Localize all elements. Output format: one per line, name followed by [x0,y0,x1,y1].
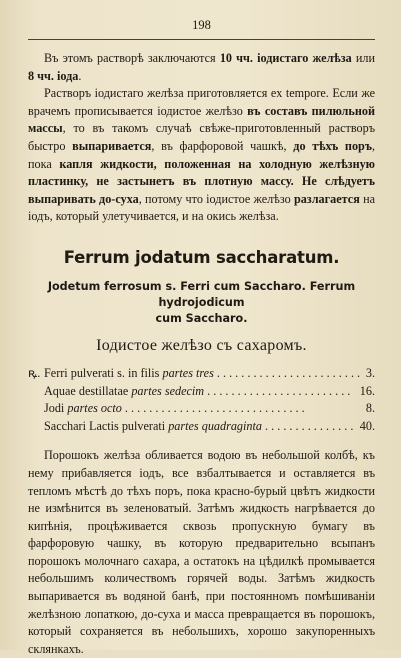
ingredient-quantity: 16. [359,383,375,398]
para2-bold-2: выпаривается [72,138,152,153]
recipe-row [28,400,375,418]
ingredient-quantity: 8. [365,401,375,416]
ingredient-name: Jodi [44,401,68,416]
recipe-ingredient [28,365,360,383]
ingredient-name: Aquae destillatae [44,383,132,398]
para2-text-2: , то въ такомъ случаѣ свѣже-приготовленный растворъ быстро [28,121,375,153]
para1-text-1: Въ этомъ растворѣ заключаются [44,51,220,65]
para2-text-3: , въ фарфоровой чашкѣ, [151,138,294,153]
recipe-ingredient [28,383,354,401]
leader-dots [214,366,360,380]
paragraph-method: Порошокъ желѣза обливается водою въ небольшой колбѣ, къ нему прибавляется іодъ, все взбалтывается и оставляется въ тепломъ мѣстѣ до тѣхъ поръ, пока красно-бурый цвѣтъ жидкости не измѣнится въ зеленоватый. Затѣмъ жидкость нагрѣвается до кипѣнія, процѣживается сквозь пропускную бумагу въ фарфоровую чашку, въ которую предварительно всыпанъ порошокъ молочнаго сахара, а остатокъ на цѣдилкѣ промывается небольшимъ количествомъ горячей воды. Затѣмъ жидкость выпаривается въ водяной банѣ, при постоянномъ помѣшиваніи желѣзною лопаткою, до-суха и масса превращается въ порошокъ, который сохраняется въ небольшихъ, хорошо закупоренныхъ склянкахъ. [28,448,375,656]
leader-dots [122,401,305,415]
ingredient-parts: partes tres [162,365,214,380]
recipe-symbol: ꝶ. [28,365,41,380]
page-number: 198 [192,18,211,32]
section-heading-latin: Ferrum jodatum saccharatum. [63,247,340,267]
recipe-ingredient [28,418,354,436]
synonyms-line-2: cum Sacchаro. [155,311,248,325]
para1-bold-1: 10 чч. іодистаго желѣза [219,51,352,65]
ingredient-parts: partes octo [67,401,122,416]
para2-bold-3: до тѣхъ поръ [293,138,372,153]
leader-dots [262,419,354,433]
para1-text-2: или [351,51,375,65]
para2-text-4: , пока [28,138,375,171]
recipe-ingredient [28,400,360,418]
ingredient-quantity: 40. [359,418,375,433]
paragraph-preparation [28,85,375,226]
section-spacer [28,226,375,248]
para2-bold-4: капля жидкости, положенная на холодную желѣзную пластинку, не застынетъ въ плотную массу. Не слѣдуетъ выпаривать до-суха [28,156,375,206]
ingredient-name: Sacchari Lactis pulverati [44,418,169,433]
section-synonyms [28,279,375,327]
para2-text-1: Растворъ іодистаго желѣза приготовляется ex tempore. Если же врачемъ прописывается іодистое желѣзо [28,86,375,118]
para1-text-3: . [78,68,82,83]
para2-bold-5: разлагается [293,191,360,206]
section-heading-russian: Іодистое желѣзо съ сахаромъ. [96,336,307,354]
paragraph-solution-content [28,50,375,85]
para2-text-6: на іодъ, который улетучивается, и на окись желѣза. [28,191,375,224]
recipe-row [28,383,375,401]
recipe-row [28,418,375,436]
para2-text-5: , потому что іодистое желѣзо [138,191,294,206]
header-rule [28,39,375,40]
ingredient-name: Ferri pulverati s. in filis [44,365,163,380]
synonyms-line-1: Jodetum ferrosum s. Ferri cum Sacchаro. Ferrum hydrojodicum [47,279,356,309]
recipe-list [28,365,375,435]
para1-bold-2: 8 чч. іода [28,68,79,83]
leader-dots [204,384,354,398]
ingredient-parts: partes sedecim [131,383,205,398]
recipe-row [28,365,375,383]
ingredient-parts: partes quadraginta [168,418,262,433]
para2-bold-1: въ составъ пилюльной массы [28,103,375,136]
ingredient-quantity: 3. [365,365,375,380]
